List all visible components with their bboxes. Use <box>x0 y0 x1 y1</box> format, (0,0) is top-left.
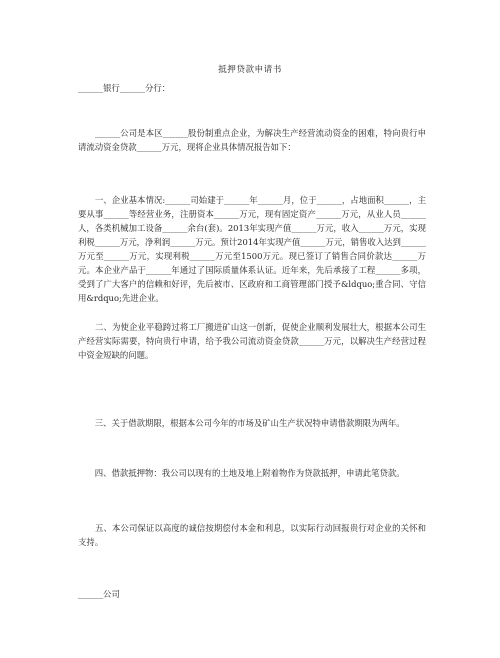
intro-paragraph: ______公司是本区______股份制重点企业，为解决生产经营流动资金的困难，特向贵行申请流动资金贷款______万元，现将企业具体情况报告如下： <box>78 128 426 152</box>
section-5-paragraph: 五、本公司保证以高度的诚信按期偿付本金和利息，以实际行动回报贵行对企业的关怀和支持。 <box>78 523 426 547</box>
section-1-paragraph: 一、企业基本情况:______司始建于______年______月，位于______，占地面积______，主要从事______等经营业务，注册资本______万元，现有固定资产______万元，从业人员______人，各类机械加工设备______余台(套)。2013年实现产值______万元，收入______万元，实现利税______万元，净利润______万元。预计2014年实现产值______万元，销售收入达到______万元至______万元，实现利税______万元至1500万元。现已签订了销售合同价款达______万元。本企业产品于______年通过了国际质量体系认证。近年来，先后承接了工程______多项，受到了广大客户的信赖和好评，先后被市、区政府和工商管理部门授予&ldquo;重合同、守信用&rdquo;先进企业。 <box>78 195 426 303</box>
section-4-paragraph: 四、借款抵押物：我公司以现有的土地及地上附着物作为贷款抵押，申请此笔贷款。 <box>78 468 405 478</box>
addressee-line: ______银行______分行： <box>78 83 171 93</box>
document-title: 抵押贷款申请书 <box>218 65 282 75</box>
section-3-paragraph: 三、关于借款期限，根据本公司今年的市场及矿山生产状况特申请借款期限为两年。 <box>78 418 405 428</box>
signature-line: ______公司 <box>78 589 120 599</box>
section-2-paragraph: 二、为使企业平稳跨过将工厂搬进矿山这一创新，促使企业顺利发展壮大，根据本公司生产经营实际需要，特向贵行申请，给予我公司流动资金贷款______万元，以解决生产经营过程中资金短缺的问题。 <box>78 322 426 360</box>
